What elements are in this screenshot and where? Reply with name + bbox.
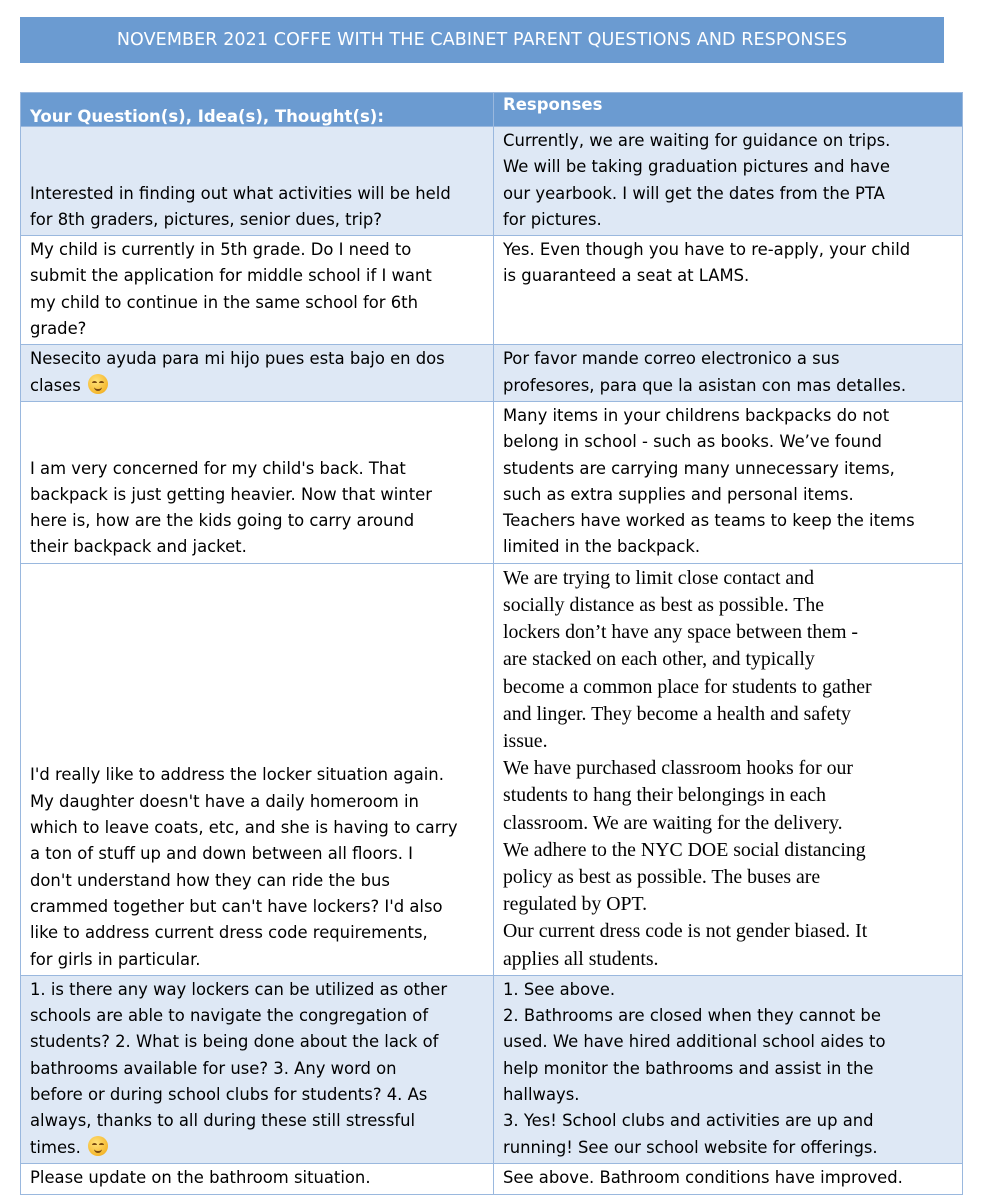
response-line: are stacked on each other, and typically: [503, 648, 815, 671]
document-title: NOVEMBER 2021 COFFE WITH THE CABINET PARENT QUESTIONS AND RESPONSES: [20, 17, 944, 63]
table-row: [21, 975, 963, 1163]
response-line: such as extra supplies and personal items.: [503, 484, 854, 504]
response-line: socially distance as best as possible. The: [503, 593, 825, 616]
question-text: clases: [30, 375, 81, 395]
question-line: I'd really like to address the locker situation again.: [30, 765, 444, 785]
question-line: for girls in particular.: [30, 949, 201, 969]
response-line: become a common place for students to gather: [503, 675, 872, 698]
question-line: don't understand how they can ride the bus: [30, 870, 390, 890]
question-line: here is, how are the kids going to carry around: [30, 511, 415, 531]
table-row: [21, 401, 963, 563]
question-line: students? 2. What is being done about the lack of: [30, 1032, 439, 1052]
question-cell: [21, 127, 494, 236]
response-line: Teachers have worked as teams to keep the items: [503, 511, 915, 531]
response-line: We adhere to the NYC DOE social distancing: [503, 838, 866, 861]
response-line: Por favor mande correo electronico a sus: [503, 349, 840, 369]
table-row: [21, 127, 963, 236]
question-line: for 8th graders, pictures, senior dues, trip?: [30, 209, 382, 229]
question-cell: [21, 401, 494, 563]
response-line: issue.: [503, 729, 548, 752]
response-line: running! See our school website for offerings.: [503, 1137, 878, 1157]
response-line: Many items in your childrens backpacks do not: [503, 405, 890, 425]
question-cell: [21, 1163, 494, 1194]
response-line: hallways.: [503, 1084, 580, 1104]
response-cell: [494, 127, 963, 236]
response-line: used. We have hired additional school aides to: [503, 1032, 886, 1052]
response-line: for pictures.: [503, 209, 602, 229]
response-line: 3. Yes! School clubs and activities are up and: [503, 1111, 874, 1131]
question-line: Please update on the bathroom situation.: [30, 1168, 371, 1188]
column-header-response: Responses: [494, 93, 963, 127]
response-line: 1. See above.: [503, 979, 616, 999]
response-cell: [494, 401, 963, 563]
response-line: policy as best as possible. The buses are: [503, 865, 821, 888]
table-header-row: [21, 93, 963, 127]
response-line: students to hang their belongings in each: [503, 784, 827, 807]
question-cell: [21, 345, 494, 402]
table-row: [21, 1163, 963, 1194]
question-line: like to address current dress code requirements,: [30, 923, 428, 943]
question-line: 1. is there any way lockers can be utilized as other: [30, 979, 448, 999]
question-line: Interested in finding out what activities will be held: [30, 183, 451, 203]
response-cell: [494, 236, 963, 345]
response-line: We are trying to limit close contact and: [503, 566, 814, 589]
question-line: their backpack and jacket.: [30, 537, 247, 557]
question-line: bathrooms available for use? 3. Any word on: [30, 1058, 397, 1078]
response-line: students are carrying many unnecessary items,: [503, 458, 895, 478]
question-line: which to leave coats, etc, and she is having to carry: [30, 818, 458, 838]
response-line: See above. Bathroom conditions have improved.: [503, 1167, 903, 1187]
response-line: lockers don’t have any space between them -: [503, 621, 859, 644]
table-row: [21, 236, 963, 345]
question-line: before or during school clubs for students? 4. As: [30, 1084, 428, 1104]
response-line: help monitor the bathrooms and assist in the: [503, 1058, 874, 1078]
question-line: [30, 373, 484, 399]
response-line: our yearbook. I will get the dates from the PTA: [503, 183, 885, 203]
question-line: I am very concerned for my child's back. That: [30, 458, 406, 478]
response-cell: [494, 1163, 963, 1194]
question-line: [30, 1135, 484, 1161]
response-line: is guaranteed a seat at LAMS.: [503, 266, 750, 286]
question-line: always, thanks to all during these still stressful: [30, 1111, 416, 1131]
question-line: schools are able to navigate the congregation of: [30, 1006, 429, 1026]
response-line: and linger. They become a health and safety: [503, 702, 851, 725]
response-cell: [494, 345, 963, 402]
response-line: We have purchased classroom hooks for our: [503, 757, 853, 780]
response-line: applies all students.: [503, 947, 659, 970]
column-header-question: Your Question(s), Idea(s), Thought(s):: [21, 93, 494, 127]
smiling-face-emoji-icon: [88, 1136, 108, 1156]
question-line: submit the application for middle school if I want: [30, 266, 432, 286]
response-line: classroom. We are waiting for the delivery.: [503, 811, 843, 834]
response-line: Yes. Even though you have to re-apply, your child: [503, 240, 911, 260]
response-cell: [494, 975, 963, 1163]
response-line: belong in school - such as books. We’ve found: [503, 432, 882, 452]
relieved-face-emoji-icon: [88, 374, 108, 394]
question-line: My daughter doesn't have a daily homeroom in: [30, 791, 419, 811]
question-line: My child is currently in 5th grade. Do I need to: [30, 240, 412, 260]
question-line: a ton of stuff up and down between all floors. I: [30, 844, 414, 864]
response-line: Currently, we are waiting for guidance on trips.: [503, 131, 891, 150]
table-row: [21, 563, 963, 975]
response-line: profesores, para que la asistan con mas detalles.: [503, 375, 907, 395]
question-line: my child to continue in the same school for 6th: [30, 292, 418, 312]
response-line: 2. Bathrooms are closed when they cannot be: [503, 1006, 881, 1026]
question-line: backpack is just getting heavier. Now that winter: [30, 484, 432, 504]
response-line: regulated by OPT.: [503, 893, 648, 916]
question-cell: [21, 236, 494, 345]
question-line: Nesecito ayuda para mi hijo pues esta bajo en dos: [30, 349, 445, 369]
questions-table: [20, 92, 963, 1195]
question-line: crammed together but can't have lockers? I'd also: [30, 896, 443, 916]
response-line: limited in the backpack.: [503, 537, 701, 557]
question-text: times.: [30, 1137, 81, 1157]
response-cell: [494, 563, 963, 975]
response-line: Our current dress code is not gender biased. It: [503, 920, 868, 943]
question-line: grade?: [30, 319, 87, 339]
question-cell: [21, 563, 494, 975]
question-cell: [21, 975, 494, 1163]
response-line: We will be taking graduation pictures and have: [503, 157, 890, 177]
table-row: [21, 345, 963, 402]
